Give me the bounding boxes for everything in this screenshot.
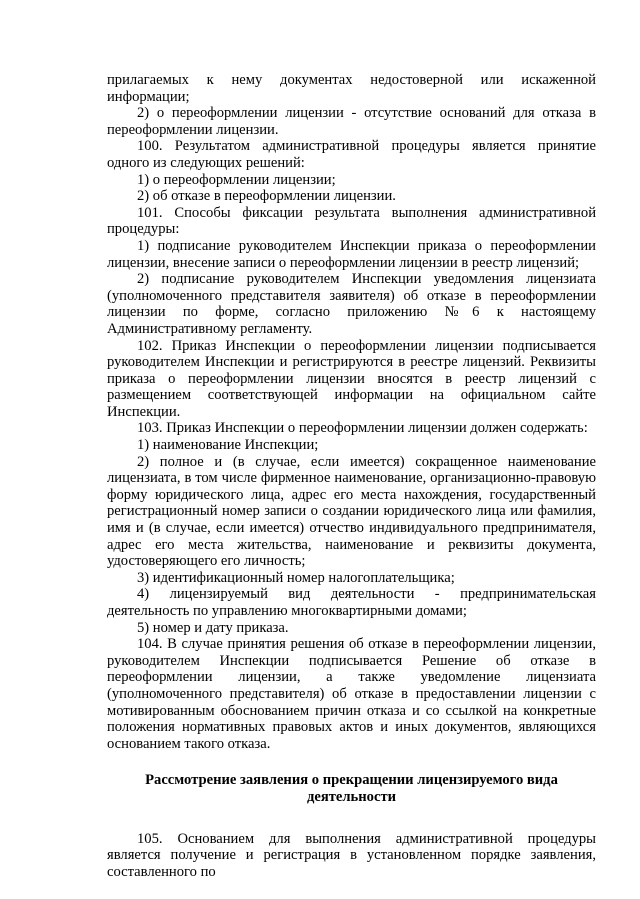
paragraph-item-2-reoformlenie: 2) о переоформлении лицензии - отсутствие оснований для отказа в переоформлении лицензии. (107, 105, 596, 138)
section-heading (107, 772, 596, 805)
section-heading-line-1: Рассмотрение заявления о прекращении лицензируемого вида (145, 772, 558, 789)
paragraph-103-item-1: 1) наименование Инспекции; (137, 437, 319, 454)
paragraph-101-item-2: 2) подписание руководителем Инспекции уведомления лицензиата (уполномоченного представителя заявителя) об отказе в переоформлении лицензии по форме, согласно приложению №6 к настоящему Административному регламенту. (107, 271, 596, 337)
paragraph-continuation: прилагаемых к нему документах недостоверной или искаженной информации; (107, 72, 596, 105)
paragraph-105: 105. Основанием для выполнения административной процедуры является получение и регистрация в установленном порядке заявления, составленного по (107, 830, 596, 880)
paragraph-103-item-3: 3) идентификационный номер налогоплательщика; (137, 569, 455, 586)
section-gap (107, 806, 596, 831)
paragraph-103: 103. Приказ Инспекции о переоформлении лицензии должен содержать: (137, 420, 588, 437)
paragraph-104: 104. В случае принятия решения об отказе в переоформлении лицензии, руководителем Инспекции подписывается Решение об отказе в переоформлении лицензии, а также уведомление лицензиата (уполномоченного представителя) об отказе в предоставлении лицензии с мотивированным обоснованием причин отказа и со ссылкой на конкретные положения нормативных правовых актов и иных документов, являющихся основанием такого отказа. (107, 636, 596, 752)
paragraph-100-item-2: 2) об отказе в переоформлении лицензии. (137, 188, 396, 205)
paragraph-100: 100. Результатом административной процедуры является принятие одного из следующих решений: (107, 138, 596, 171)
paragraph-102: 102. Приказ Инспекции о переоформлении лицензии подписывается руководителем Инспекции и регистрируются в реестре лицензий. Реквизиты приказа о переоформлении лицензии вносятся в реестр лицензий с размещением соответствующей информации на официальном сайте Инспекции. (107, 337, 596, 420)
document-page (107, 72, 596, 880)
paragraph-101: 101. Способы фиксации результата выполнения административной процедуры: (107, 204, 596, 238)
paragraph-100-item-1: 1) о переоформлении лицензии; (137, 171, 336, 188)
paragraph-103-item-4: 4) лицензируемый вид деятельности - предпринимательская деятельность по управлению многоквартирными домами; (107, 586, 596, 619)
paragraph-101-item-1: 1) подписание руководителем Инспекции приказа о переоформлении лицензии, внесение записи о переоформлении лицензии в реестр лицензий; (107, 237, 596, 271)
paragraph-103-item-2: 2) полное и (в случае, если имеется) сокращенное наименование лицензиата, в том числе фирменное наименование, организационно-правовую форму юридического лица, адрес его места нахождения, государственный регистрационный номер записи о создании юридического лица или фамилия, имя и (в случае, если имеется) отчество индивидуального предпринимателя, адрес его места жительства, наименование и реквизиты документа, удостоверяющего его личность; (107, 453, 596, 570)
section-heading-line-2: деятельности (306, 788, 397, 805)
paragraph-103-item-5: 5) номер и дату приказа. (137, 619, 289, 636)
